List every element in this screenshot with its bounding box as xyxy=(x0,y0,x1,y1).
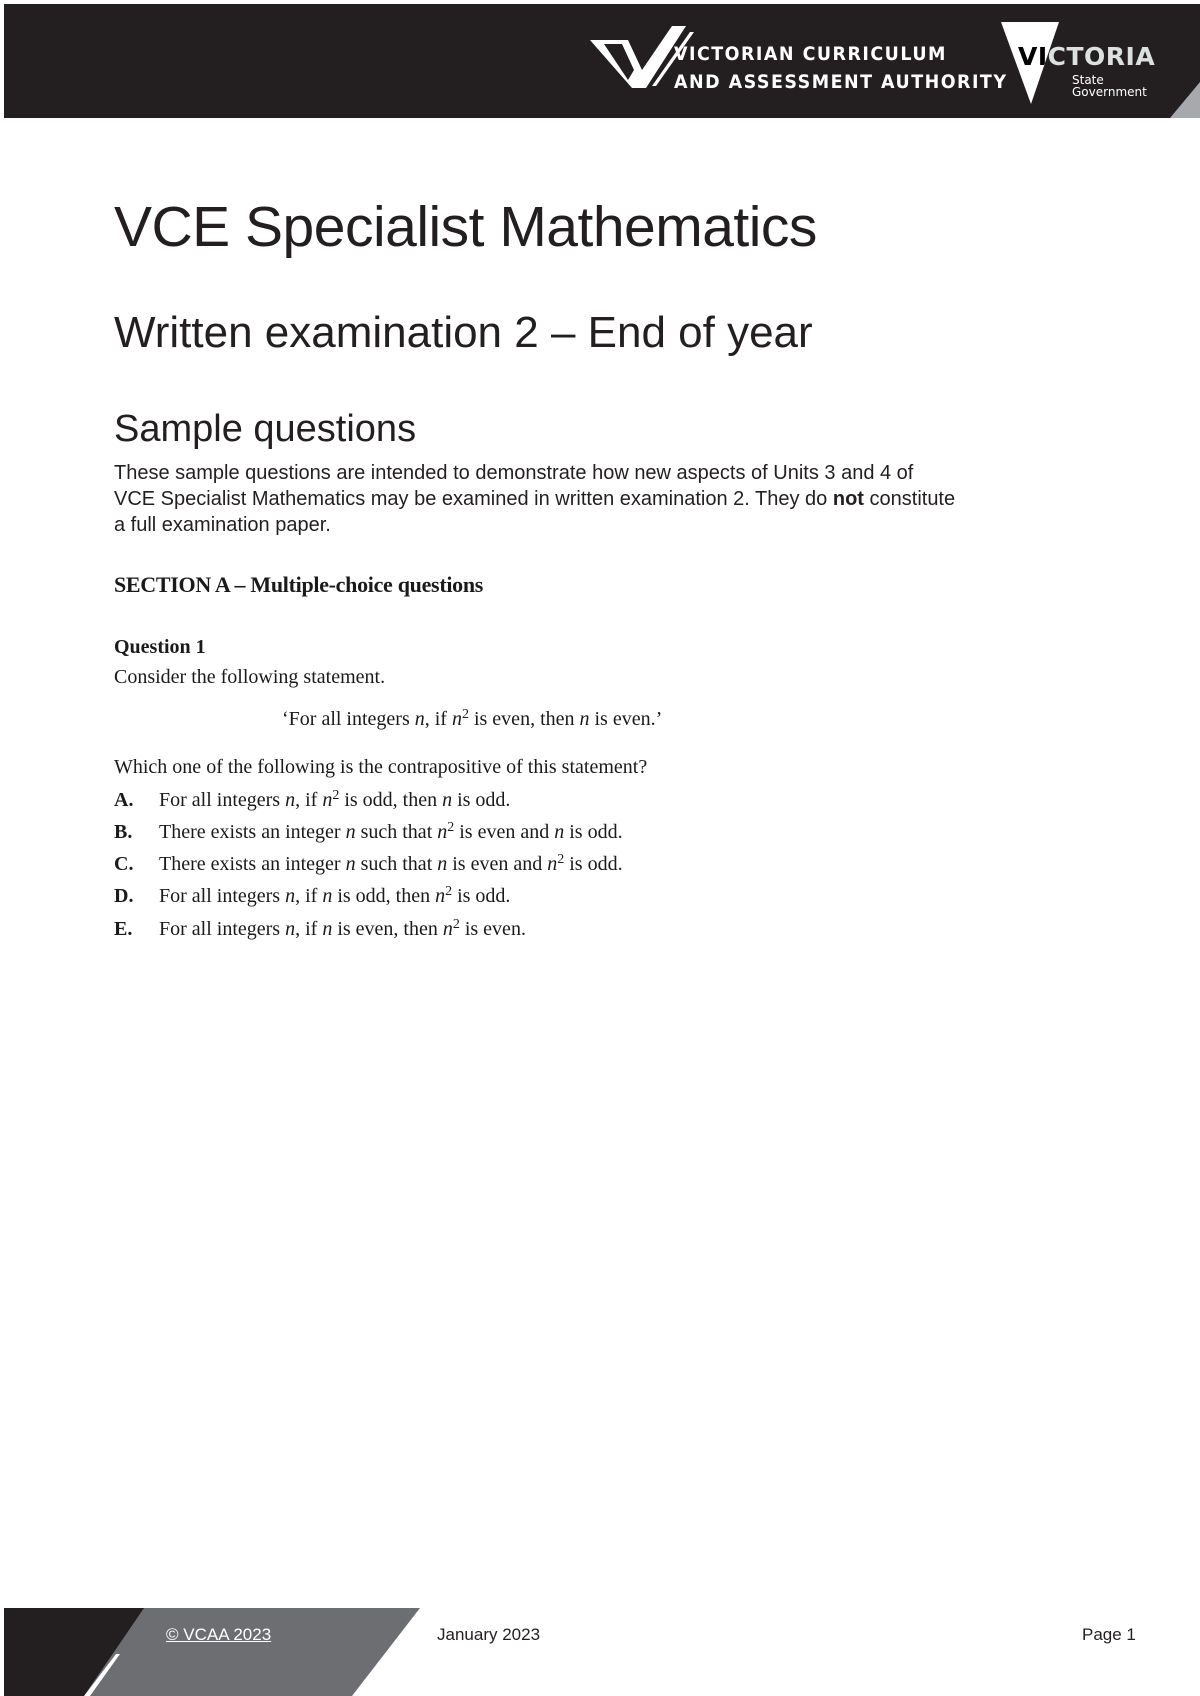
intro-line2: VCE Specialist Mathematics may be examined in written examination 2. They do not constitute xyxy=(114,488,956,510)
footer-band xyxy=(4,1608,424,1696)
option-c[interactable]: C. There exists an integer n such that n is even and $n^2$ is odd. xyxy=(114,852,623,875)
page-number: Page 1 xyxy=(1082,1625,1136,1644)
question-statement: ‘For all integers n, if $n^2$ is even, then n is even.’ xyxy=(282,707,663,730)
intro-emphasis: not xyxy=(832,488,864,510)
vcaa-line2: AND ASSESSMENT AUTHORITY xyxy=(674,71,1008,93)
question-1-label: Question 1 xyxy=(114,636,206,658)
option-d[interactable]: D. For all integers n, if n is odd, then $n^2$ is odd. xyxy=(114,884,511,907)
question-ask: Which one of the following is the contrapositive of this statement? xyxy=(114,756,648,778)
victoria-government-label: Government xyxy=(1072,85,1147,99)
question-prompt: Consider the following statement. xyxy=(114,666,386,688)
option-b[interactable]: B. There exists an integer n such that $n^2$ is even and n is odd. xyxy=(114,820,623,843)
vcaa-wordmark xyxy=(674,40,1007,96)
option-a[interactable]: A. For all integers n, if $n^2$ is odd, then n is odd. xyxy=(114,788,511,811)
option-e[interactable]: E. For all integers n, if n is even, then $n^2$ is even. xyxy=(114,917,526,940)
victoria-state-label: State xyxy=(1072,73,1104,87)
sample-questions-heading: Sample questions xyxy=(114,408,417,450)
victoria-wordmark: VICTORIA xyxy=(1018,42,1156,71)
intro-line1: These sample questions are intended to demonstrate how new aspects of Units 3 and 4 of xyxy=(114,462,914,484)
header-corner-fold xyxy=(1170,82,1200,118)
copyright-link[interactable]: © VCAA 2023 xyxy=(166,1625,272,1644)
vcaa-line1: VICTORIAN CURRICULUM xyxy=(674,43,947,65)
footer-date: January 2023 xyxy=(437,1625,541,1644)
intro-line3: a full examination paper. xyxy=(114,514,331,536)
document-title: VCE Specialist Mathematics xyxy=(114,195,817,259)
document-subtitle: Written examination 2 – End of year xyxy=(114,308,813,357)
header-band xyxy=(4,4,1200,118)
section-a-heading: SECTION A – Multiple-choice questions xyxy=(114,572,484,597)
intro-paragraph xyxy=(114,460,1064,538)
